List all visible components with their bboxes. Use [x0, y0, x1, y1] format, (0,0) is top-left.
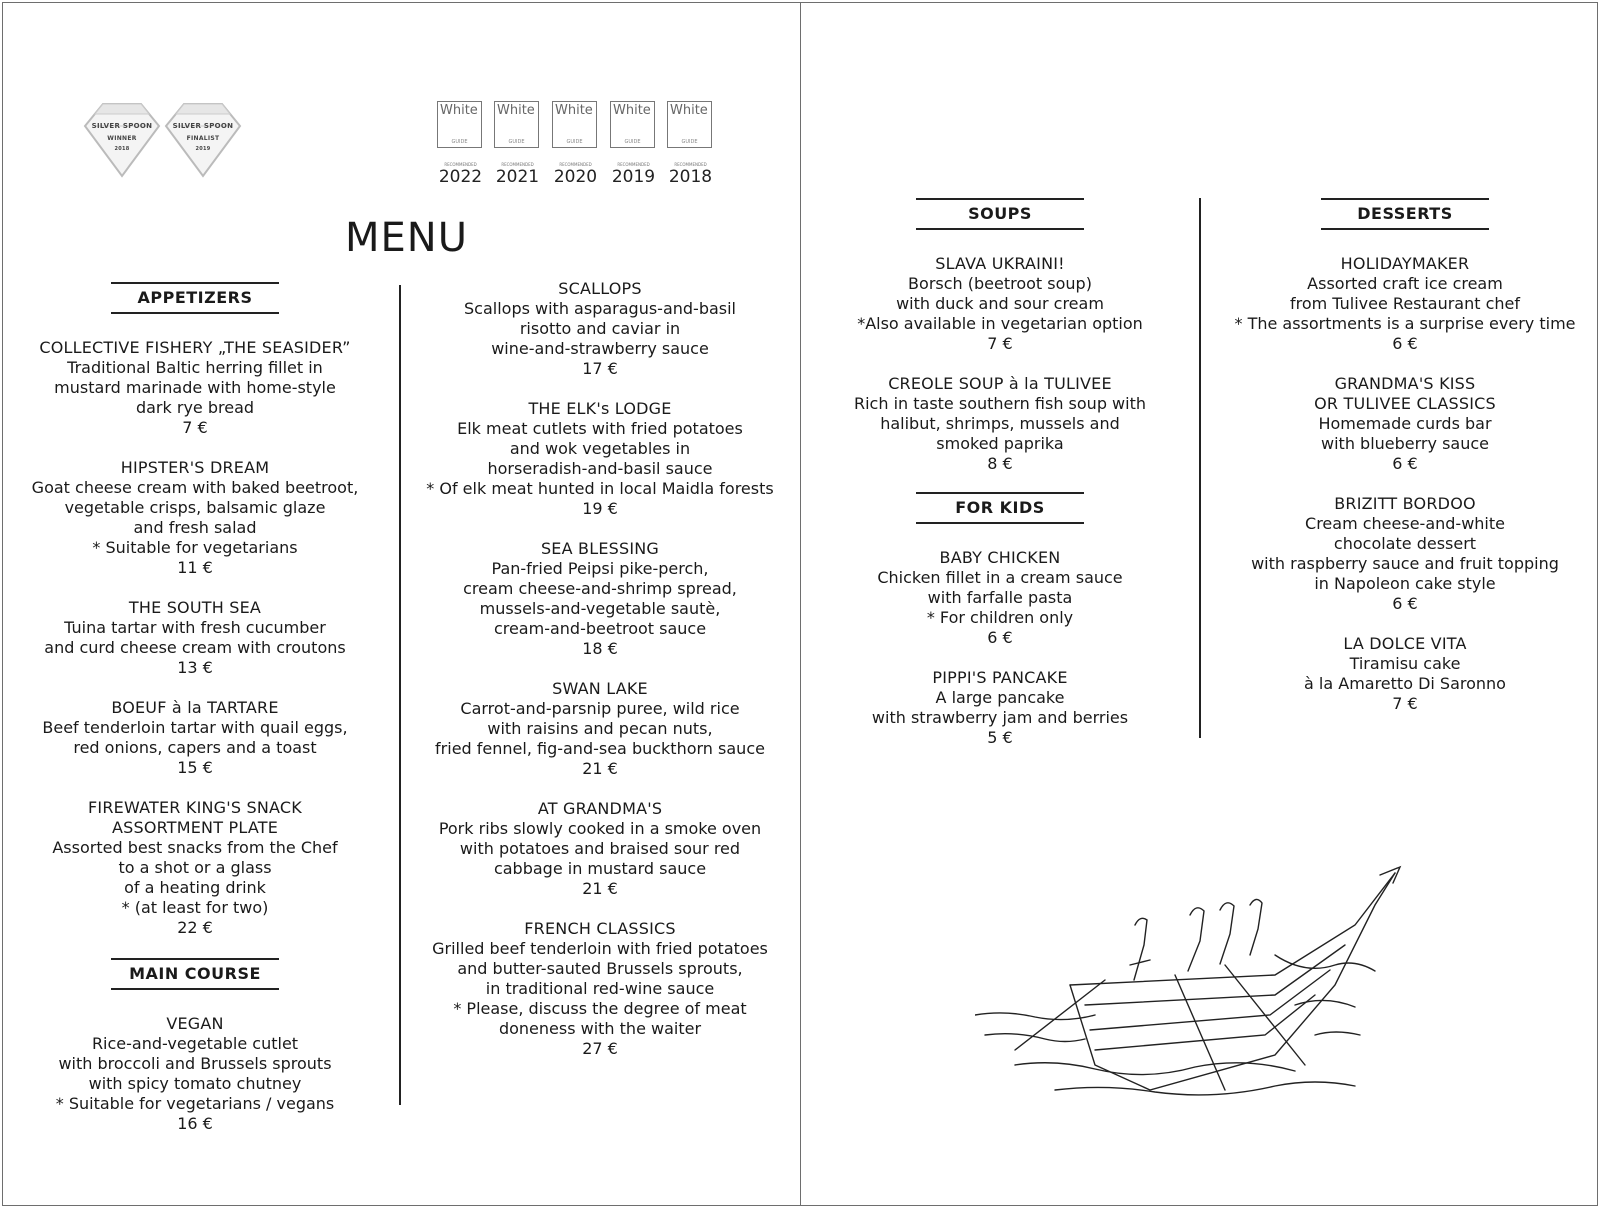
guide-recommended: RECOMMENDED: [501, 162, 534, 167]
menu-item-name: AT GRANDMA'S: [537, 799, 663, 818]
menu-item-description: and wok vegetables in: [509, 439, 691, 458]
menu-item: [415, 919, 785, 1059]
menu-item-price: 8 €: [987, 454, 1013, 473]
menu-item-name: LA DOLCE VITA: [1343, 634, 1467, 653]
menu-item: [20, 598, 370, 678]
menu-item-name: PIPPI'S PANCAKE: [932, 668, 1068, 687]
menu-item-price: 21 €: [582, 759, 618, 778]
menu-item-description: Chicken fillet in a cream sauce: [877, 568, 1123, 587]
menu-item-price: 17 €: [582, 359, 618, 378]
desserts-column: [1220, 198, 1590, 734]
menu-item-description: cream-and-beetroot sauce: [493, 619, 707, 638]
menu-item-price: 5 €: [987, 728, 1013, 747]
menu-item-name: OR TULIVEE CLASSICS: [1314, 394, 1496, 413]
menu-item-description: * Suitable for vegetarians: [92, 538, 298, 557]
menu-item-price: 27 €: [582, 1039, 618, 1058]
menu-item-description: Elk meat cutlets with fried potatoes: [457, 419, 743, 438]
menu-item-description: à la Amaretto Di Saronno: [1304, 674, 1506, 693]
menu-item-description: and fresh salad: [133, 518, 257, 537]
menu-item-name: COLLECTIVE FISHERY „THE SEASIDER”: [39, 338, 351, 357]
menu-item-description: of a heating drink: [124, 878, 266, 897]
section-heading-soups: SOUPS: [916, 198, 1084, 230]
menu-item-name: ASSORTMENT PLATE: [111, 818, 279, 837]
guide-recommended: RECOMMENDED: [444, 162, 477, 167]
menu-item-name: FIREWATER KING'S SNACK: [88, 798, 302, 817]
menu-item-price: 22 €: [177, 918, 213, 937]
menu-item: [20, 338, 370, 438]
menu-item-description: * Suitable for vegetarians / vegans: [55, 1094, 335, 1113]
guide-recommended: RECOMMENDED: [559, 162, 592, 167]
menu-item-description: with strawberry jam and berries: [871, 708, 1129, 727]
guide-word: White: [670, 103, 708, 118]
menu-item-name: THE SOUTH SEA: [128, 598, 262, 617]
menu-item-description: Traditional Baltic herring fillet in: [67, 358, 323, 377]
menu-item: [20, 1014, 370, 1134]
menu-item-description: from Tulivee Restaurant chef: [1289, 294, 1521, 313]
menu-item-description: with raisins and pecan nuts,: [487, 719, 713, 738]
soups-list: [840, 254, 1160, 474]
white-guide-badge-2019: [610, 101, 657, 187]
menu-item-name: SWAN LAKE: [552, 679, 648, 698]
main-course-list: [20, 1014, 370, 1134]
menu-item-description: cabbage in mustard sauce: [493, 859, 707, 878]
guide-sub: GUIDE: [681, 139, 698, 145]
guide-year: 2020: [553, 167, 598, 187]
menu-item-description: with duck and sour cream: [896, 294, 1104, 313]
menu-item-description: with spicy tomato chutney: [88, 1074, 302, 1093]
white-guide-badge-2021: [494, 101, 541, 187]
menu-item-name: GRANDMA'S KISS: [1334, 374, 1476, 393]
white-guide-box: [437, 101, 482, 148]
menu-item-price: 11 €: [177, 558, 213, 577]
menu-item-name: BABY CHICKEN: [939, 548, 1061, 567]
white-guide-box: [610, 101, 655, 148]
menu-item: [415, 279, 785, 379]
menu-item-description: and butter-sauted Brussels sprouts,: [457, 959, 743, 978]
menu-item-name: SEA BLESSING: [540, 539, 660, 558]
menu-item-description: with farfalle pasta: [927, 588, 1073, 607]
white-guide-badge-2022: [437, 101, 484, 187]
menu-item: [840, 374, 1160, 474]
menu-item-description: * Please, discuss the degree of meat: [453, 999, 747, 1018]
white-guide-badge-2018: [667, 101, 714, 187]
guide-sub: GUIDE: [566, 139, 583, 145]
menu-item-description: Carrot-and-parsnip puree, wild rice: [460, 699, 740, 718]
menu-item-name: HIPSTER'S DREAM: [120, 458, 270, 477]
menu-item-description: and curd cheese cream with croutons: [44, 638, 346, 657]
appetizers-column: [20, 282, 370, 1154]
section-heading-main-course: MAIN COURSE: [111, 958, 279, 990]
menu-item-description: to a shot or a glass: [118, 858, 272, 877]
menu-item-name: FRENCH CLASSICS: [524, 919, 676, 938]
white-guide-badge-2020: [552, 101, 599, 187]
menu-item: [415, 799, 785, 899]
menu-item-description: * Of elk meat hunted in local Maidla forests: [426, 479, 774, 498]
badge-status: FINALIST: [186, 135, 220, 142]
menu-item-price: 7 €: [1392, 694, 1418, 713]
section-heading-appetizers: APPETIZERS: [111, 282, 279, 314]
menu-item-description: with raspberry sauce and fruit topping: [1251, 554, 1559, 573]
menu-item-description: Pan-fried Peipsi pike-perch,: [491, 559, 709, 578]
menu-item-description: chocolate dessert: [1333, 534, 1477, 553]
menu-item-description: mussels-and-vegetable sautè,: [479, 599, 721, 618]
menu-item-price: 6 €: [1392, 334, 1418, 353]
menu-item-description: cream cheese-and-shrimp spread,: [463, 579, 737, 598]
badge-status: WINNER: [107, 135, 137, 142]
menu-item: [840, 548, 1160, 648]
column-divider: [399, 285, 401, 1105]
menu-item-description: with blueberry sauce: [1321, 434, 1489, 453]
menu-item: [1220, 494, 1590, 614]
kids-list: [840, 548, 1160, 748]
menu-item-price: 18 €: [582, 639, 618, 658]
menu-item-price: 15 €: [177, 758, 213, 777]
white-guide-box: [667, 101, 712, 148]
menu-item-description: dark rye bread: [135, 398, 255, 417]
menu-item: [840, 668, 1160, 748]
menu-item-name: BOEUF à la TARTARE: [111, 698, 279, 717]
guide-year: 2019: [611, 167, 656, 187]
menu-item: [1220, 374, 1590, 474]
guide-sub: GUIDE: [451, 139, 468, 145]
menu-item-price: 6 €: [987, 628, 1013, 647]
badge-year: 2018: [114, 146, 130, 152]
menu-item-description: Pork ribs slowly cooked in a smoke oven: [438, 819, 762, 838]
menu-item-description: Assorted craft ice cream: [1307, 274, 1503, 293]
menu-item-description: * For children only: [926, 608, 1074, 627]
menu-item-description: Scallops with asparagus-and-basil: [464, 299, 736, 318]
menu-item-description: mustard marinade with home-style: [54, 378, 336, 397]
menu-item: [20, 458, 370, 578]
menu-item-description: red onions, capers and a toast: [73, 738, 317, 757]
menu-item-description: horseradish-and-basil sauce: [487, 459, 713, 478]
menu-item-description: Beef tenderloin tartar with quail eggs,: [42, 718, 348, 737]
guide-recommended: RECOMMENDED: [674, 162, 707, 167]
menu-item: [840, 254, 1160, 354]
soups-column: [840, 198, 1160, 768]
section-heading-desserts: DESSERTS: [1321, 198, 1489, 230]
menu-item: [20, 798, 370, 938]
menu-item-price: 19 €: [582, 499, 618, 518]
menu-item-description: A large pancake: [935, 688, 1065, 707]
menu-item-name: CREOLE SOUP à la TULIVEE: [888, 374, 1112, 393]
menu-item-description: Tiramisu cake: [1349, 654, 1461, 673]
menu-item-description: Goat cheese cream with baked beetroot,: [31, 478, 359, 497]
menu-item-description: Borsch (beetroot soup): [908, 274, 1092, 293]
main-course-continued-list: [415, 279, 785, 1059]
menu-item-price: 21 €: [582, 879, 618, 898]
menu-item: [20, 698, 370, 778]
menu-item-description: vegetable crisps, balsamic glaze: [64, 498, 326, 517]
guide-sub: GUIDE: [624, 139, 641, 145]
menu-item-description: in Napoleon cake style: [1314, 574, 1496, 593]
badge-year: 2019: [195, 146, 211, 152]
menu-item-description: with broccoli and Brussels sprouts: [58, 1054, 332, 1073]
menu-item-description: * The assortments is a surprise every time: [1234, 314, 1576, 333]
menu-item-price: 16 €: [177, 1114, 213, 1133]
menu-item-description: Rice-and-vegetable cutlet: [91, 1034, 299, 1053]
menu-item-description: Homemade curds bar: [1318, 414, 1492, 433]
menu-item-description: Grilled beef tenderloin with fried potatoes: [432, 939, 768, 958]
guide-recommended: RECOMMENDED: [617, 162, 650, 167]
menu-item: [1220, 254, 1590, 354]
menu-item-description: Tuina tartar with fresh cucumber: [64, 618, 326, 637]
menu-item: [415, 399, 785, 519]
menu-item-name: BRIZITT BORDOO: [1334, 494, 1476, 513]
menu-item-price: 7 €: [987, 334, 1013, 353]
menu-item-description: halibut, shrimps, mussels and: [880, 414, 1120, 433]
menu-item-description: wine-and-strawberry sauce: [491, 339, 709, 358]
guide-word: White: [555, 103, 593, 118]
menu-item-name: THE ELK's LODGE: [528, 399, 672, 418]
silver-spoon-finalist-badge: [164, 100, 242, 178]
appetizers-list: [20, 338, 370, 938]
menu-title: MENU: [345, 215, 468, 261]
menu-item-description: doneness with the waiter: [498, 1019, 702, 1038]
menu-item-name: SLAVA UKRAINI!: [935, 254, 1065, 273]
guide-year: 2022: [438, 167, 483, 187]
column-divider: [1199, 198, 1201, 738]
menu-item: [415, 539, 785, 659]
menu-item-description: *Also available in vegetarian option: [857, 314, 1143, 333]
menu-item-description: risotto and caviar in: [519, 319, 681, 338]
silver-spoon-winner-badge: [83, 100, 161, 178]
section-heading-for-kids: FOR KIDS: [916, 492, 1084, 524]
guide-word: White: [440, 103, 478, 118]
rowing-boat-sketch-icon: [975, 865, 1405, 1105]
menu-item-description: with potatoes and braised sour red: [459, 839, 741, 858]
menu-item: [415, 679, 785, 779]
desserts-list: [1220, 254, 1590, 714]
guide-word: White: [613, 103, 651, 118]
menu-item-description: * (at least for two): [121, 898, 269, 917]
menu-item-name: HOLIDAYMAKER: [1340, 254, 1470, 273]
menu-item-description: Rich in taste southern fish soup with: [853, 394, 1146, 413]
menu-item-name: VEGAN: [166, 1014, 224, 1033]
menu-item-price: 7 €: [182, 418, 208, 437]
menu-item-description: smoked paprika: [936, 434, 1064, 453]
main-course-continued-column: [415, 279, 785, 1079]
guide-word: White: [497, 103, 535, 118]
guide-sub: GUIDE: [508, 139, 525, 145]
menu-item-price: 6 €: [1392, 454, 1418, 473]
menu-item-description: fried fennel, fig-and-sea buckthorn sauce: [435, 739, 765, 758]
white-guide-box: [552, 101, 597, 148]
badge-brand: SILVER SPOON: [91, 122, 153, 130]
menu-item-name: SCALLOPS: [558, 279, 642, 298]
menu-item-description: Cream cheese-and-white: [1305, 514, 1505, 533]
white-guide-box: [494, 101, 539, 148]
badge-brand: SILVER SPOON: [172, 122, 234, 130]
guide-year: 2018: [668, 167, 713, 187]
guide-year: 2021: [495, 167, 540, 187]
menu-item-price: 13 €: [177, 658, 213, 677]
menu-item-price: 6 €: [1392, 594, 1418, 613]
menu-item: [1220, 634, 1590, 714]
menu-item-description: Assorted best snacks from the Chef: [52, 838, 338, 857]
menu-item-description: in traditional red-wine sauce: [485, 979, 715, 998]
